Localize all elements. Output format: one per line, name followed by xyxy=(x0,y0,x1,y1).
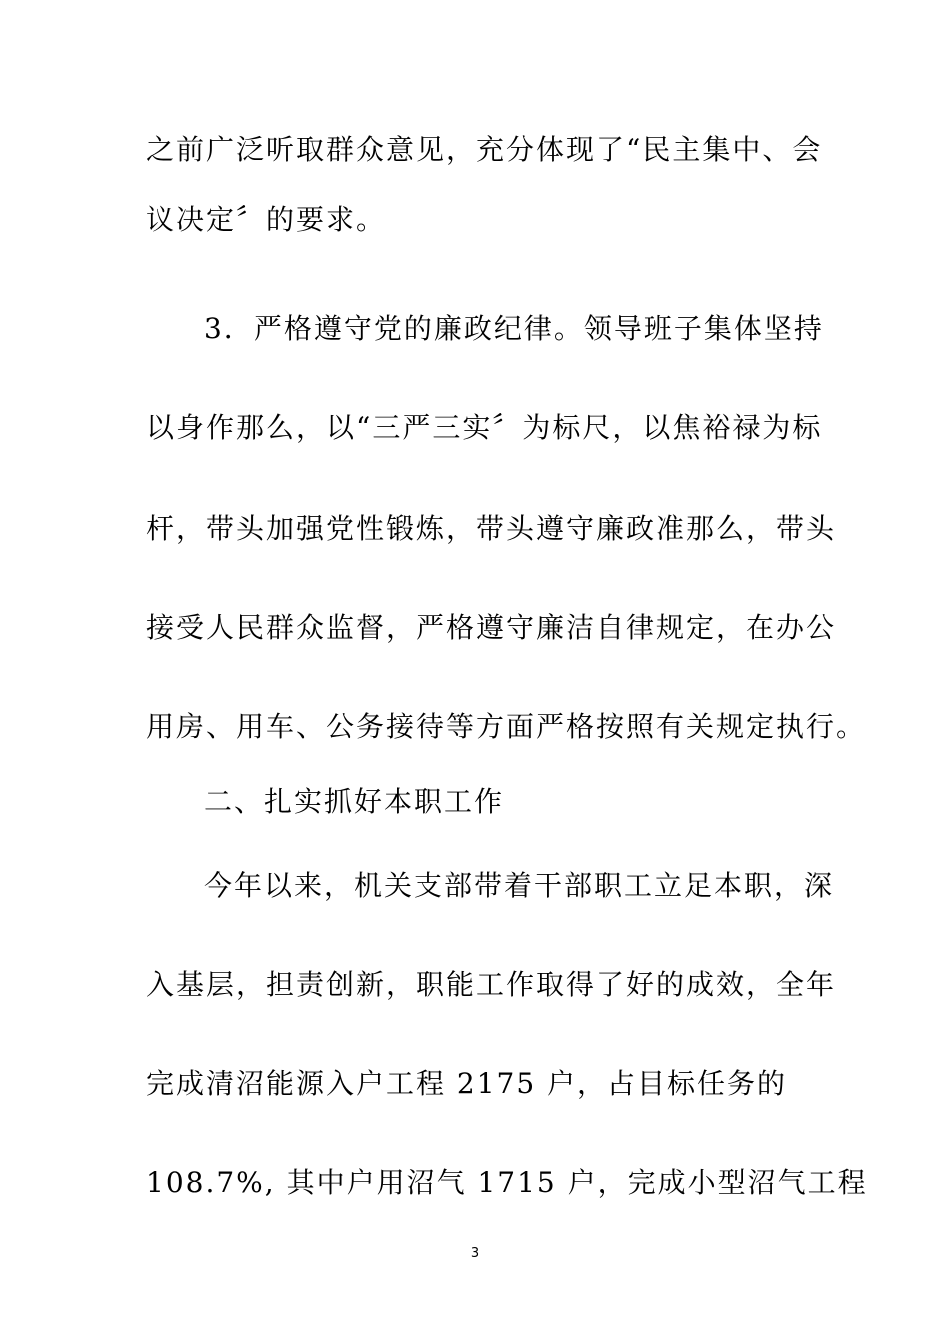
body-text-line: 议决定〞的要求。 xyxy=(146,203,387,236)
body-text-line: 108.7%, 其中户用沼气 1715 户，完成小型沼气工程 xyxy=(146,1166,868,1199)
body-text-line: 接受人民群众监督，严格遵守廉洁自律规定，在办公 xyxy=(146,611,837,644)
body-text-line: 完成清沼能源入户工程 2175 户，占目标任务的 xyxy=(146,1067,788,1100)
body-text-line: 入基层，担责创新，职能工作取得了好的成效，全年 xyxy=(146,968,837,1001)
paragraph-first-line: 今年以来，机关支部带着干部职工立足本职，深 xyxy=(204,869,835,902)
body-text-line: 之前广泛听取群众意见，充分体现了“民主集中、会 xyxy=(146,133,823,166)
section-heading: 二、扎实抓好本职工作 xyxy=(204,785,505,818)
body-text-line: 杆，带头加强党性锻炼，带头遵守廉政准那么，带头 xyxy=(146,512,837,545)
body-text-line: 用房、用车、公务接待等方面严格按照有关规定执行。 xyxy=(146,710,867,743)
body-text-line: 以身作那么，以“三严三实〞为标尺，以焦裕禄为标 xyxy=(146,411,823,444)
list-item-heading: 3．严格遵守党的廉政纪律。领导班子集体坚持 xyxy=(204,312,824,345)
page-number: 3 xyxy=(470,1246,480,1261)
